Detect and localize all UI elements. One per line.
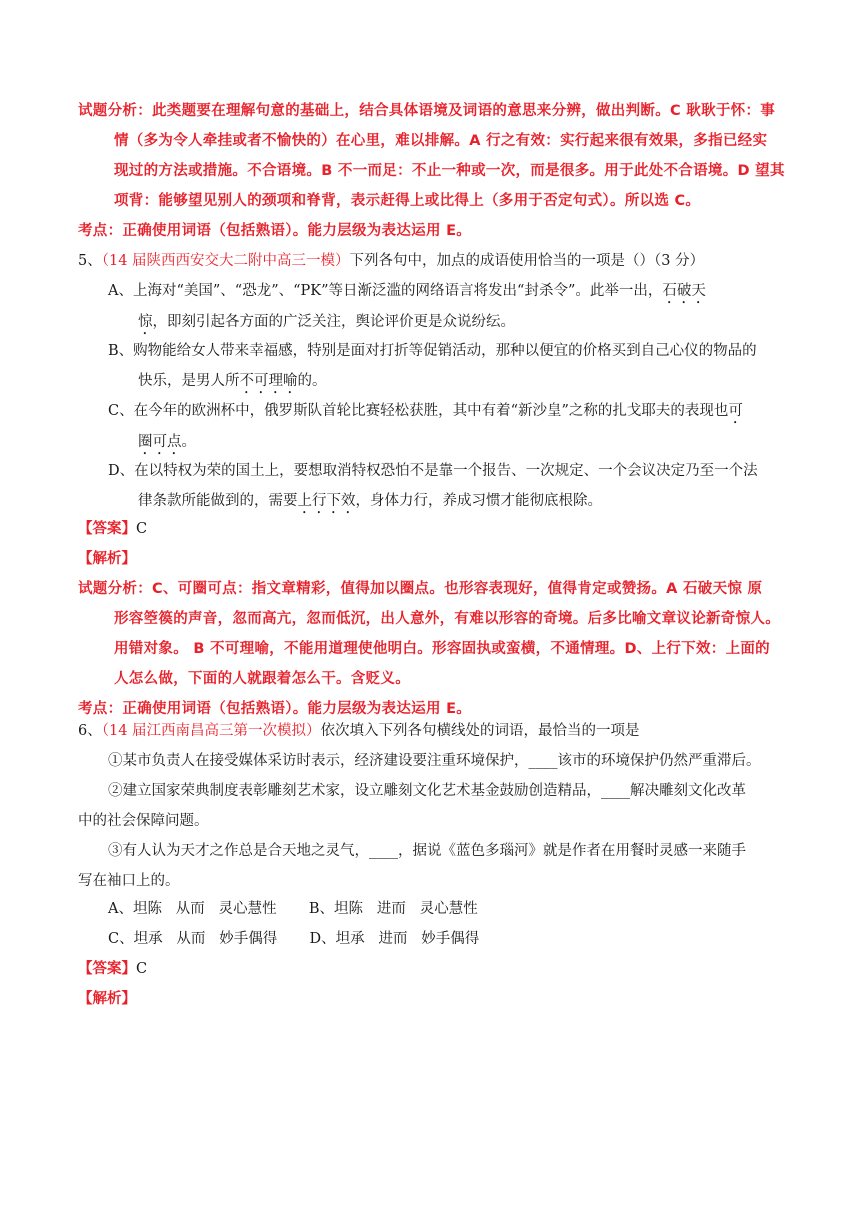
analysis-block-1 (78, 96, 788, 246)
question-5-option-b (108, 336, 788, 397)
option-text: A、上海对“美国”、“恐龙”、“PK”等日渐泛滥的网络语言将发出“封杀令”。此举一出， (108, 283, 663, 299)
question-5-option-a (108, 276, 788, 338)
question-number: 5、 (78, 253, 102, 269)
sentence-text: ③有人认为天才之作总是合天地之灵气，____，据说《蓝色多瑙河》就是作者在用餐时灵感一来随手 (108, 843, 746, 859)
dotted-idiom: 惊 (138, 314, 153, 330)
question-6-sentence-1 (78, 746, 788, 776)
answer-label: 【答案】 (78, 520, 136, 537)
question-5-analysis-label (78, 544, 788, 574)
question-5-answer (78, 514, 788, 544)
kaodian-line: 考点：正确使用词语（包括熟语）。能力层级为表达运用 E。 (78, 701, 472, 717)
question-6-analysis-label (78, 984, 788, 1014)
dotted-idiom: 上行下效 (297, 493, 356, 509)
question-stem: 依次填入下列各句横线处的词语，最恰当的一项是 (320, 723, 640, 739)
analysis-line: 现过的方法或措施。不合语境。B 不一而足：不止一种或一次，而是很多。用于此处不合语境。D 望其 (114, 163, 785, 179)
dotted-idiom: 圈可点 (138, 434, 182, 450)
dotted-idiom: 石破天 (662, 283, 706, 299)
question-5-option-c (108, 396, 788, 458)
question-source: （14 届江西南昌高三第一次模拟） (101, 723, 321, 739)
kaodian-line: 考点：正确使用词语（包括熟语）。能力层级为表达运用 E。 (78, 223, 472, 239)
option-text: ，即刻引起各方面的广泛关注，舆论评价更是众说纷纭。 (152, 314, 515, 330)
option-text: C、在今年的欧洲杯中，俄罗斯队首轮比赛轻松获胜，其中有着“新沙皇”之称的扎戈耶夫的表现也 (108, 403, 729, 419)
analysis-line: 用错对象。 B 不可理喻，不能用道理使他明白。形容固执或蛮横，不通情理。D、上行下效：上面的 (114, 641, 770, 657)
answer-label: 【答案】 (78, 960, 136, 977)
question-source: （14 届陕西西安交大二附中高三一模） (101, 253, 350, 269)
option-text: 。 (181, 434, 196, 450)
answer-value: C (136, 961, 148, 977)
option-text: B、购物能给女人带来幸福感，特别是面对打折等促销活动，那种以便宜的价格买到自己心仪的物品的 (108, 343, 757, 359)
option-text: ，身体力行，养成习惯才能彻底根除。 (355, 493, 602, 509)
analysis-label: 【解析】 (78, 990, 136, 1007)
question-6-choices-row-1: A、坦陈 从而 灵心慧性 B、坦陈 进而 灵心慧性 (108, 901, 478, 917)
analysis-line: 情（多为令人牵挂或者不愉快的）在心里，难以排解。A 行之有效：实行起来很有效果，多指已经实 (114, 133, 768, 149)
sentence-text: ①某市负责人在接受媒体采访时表示，经济建设要注重环境保护，____该市的环境保护仍然严重滞后。 (108, 753, 761, 769)
analysis-line: 试题分析：C、可圈可点：指文章精彩，值得加以圈点。也形容表现好，值得肯定或赞扬。A 石破天惊 原 (78, 581, 763, 597)
answer-value: C (136, 521, 148, 537)
option-text: 的。 (297, 373, 327, 389)
question-6-stem (78, 716, 788, 746)
sentence-text: 写在袖口上的。 (78, 873, 180, 889)
question-6-answer (78, 954, 788, 984)
option-text: 律条款所能做到的，需要 (138, 493, 298, 509)
question-6-sentence-2 (78, 776, 788, 836)
question-6-sentence-3 (78, 836, 788, 896)
analysis-line: 人怎么做，下面的人就跟着怎么干。含贬义。 (114, 671, 410, 687)
question-5-stem (78, 246, 788, 276)
analysis-line: 试题分析：此类题要在理解句意的基础上，结合具体语境及词语的意思来分辨，做出判断。C 耿耿于怀：事 (78, 103, 776, 119)
option-text: 快乐，是男人所 (138, 373, 240, 389)
question-stem: 下列各句中，加点的成语使用恰当的一项是（）（3 分） (349, 253, 705, 269)
option-text: D、在以特权为荣的国土上，要想取消特权恐怕不是靠一个报告、一次规定、一个会议决定乃至一个法 (108, 463, 758, 479)
analysis-line: 形容箜篌的声音，忽而高亢，忽而低沉，出人意外，有难以形容的奇境。后多比喻文章议论新奇惊人。 (114, 611, 780, 627)
analysis-label: 【解析】 (78, 550, 136, 567)
question-5-option-d (108, 456, 788, 517)
analysis-block-2 (78, 574, 788, 724)
dotted-idiom: 可 (728, 403, 743, 419)
sentence-text: 中的社会保障问题。 (78, 813, 209, 829)
question-number: 6、 (78, 723, 102, 739)
analysis-line: 项背：能够望见别人的颈项和脊背，表示赶得上或比得上（多用于否定句式）。所以选 C。 (114, 193, 701, 209)
question-6-choices-row-2: C、坦承 从而 妙手偶得 D、坦承 进而 妙手偶得 (108, 931, 480, 947)
sentence-text: ②建立国家荣典制度表彰雕刻艺术家，设立雕刻文化艺术基金鼓励创造精品，____解决雕刻文化改革 (108, 783, 746, 799)
dotted-idiom: 不可理喻 (239, 373, 298, 389)
